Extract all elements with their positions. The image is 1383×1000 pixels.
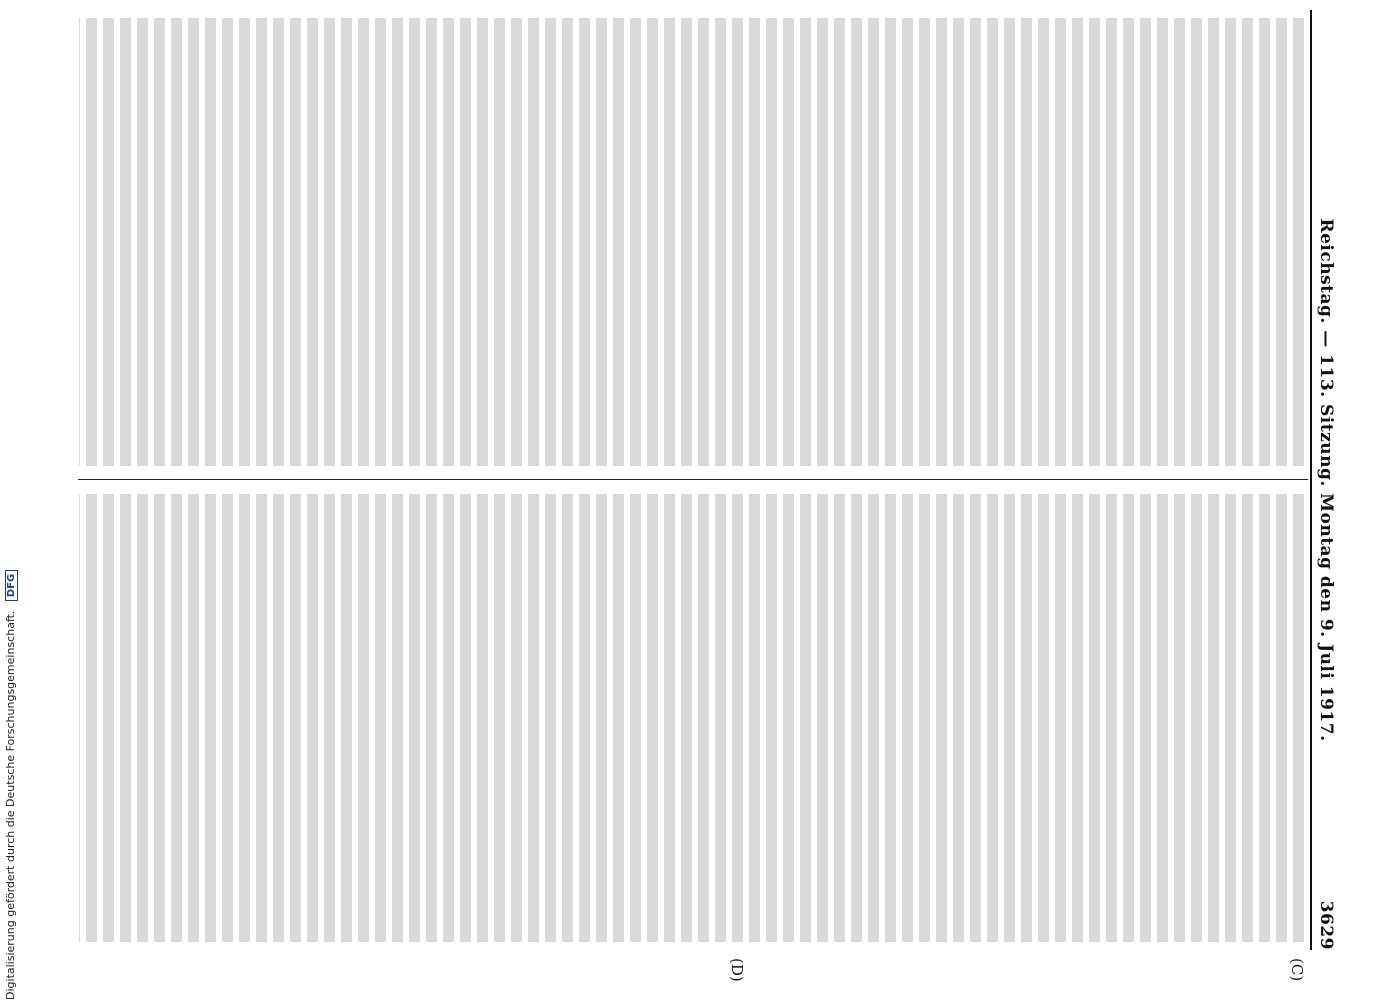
text-column-left — [79, 18, 1304, 466]
header-rule — [1310, 10, 1312, 950]
credit-text: Digitalisierung gefördert durch die Deutsche Forschungsgemeinschaft. — [4, 610, 17, 1000]
document-page — [56, 10, 1346, 982]
digitization-credit — [4, 10, 20, 1000]
text-lines-placeholder — [79, 18, 1304, 466]
text-lines-placeholder — [79, 494, 1304, 942]
page-number: 3629 — [1316, 900, 1336, 950]
page-header — [1316, 10, 1346, 950]
margin-letter-c: (C) — [1288, 958, 1306, 982]
text-column-right — [79, 494, 1304, 942]
margin-letter-d: (D) — [728, 958, 746, 982]
dfg-logo-icon: DFG — [5, 570, 18, 601]
page-title: Reichstag. — 113. Sitzung. Montag den 9. Juli 1917. — [1316, 218, 1336, 742]
column-divider — [78, 479, 1308, 480]
